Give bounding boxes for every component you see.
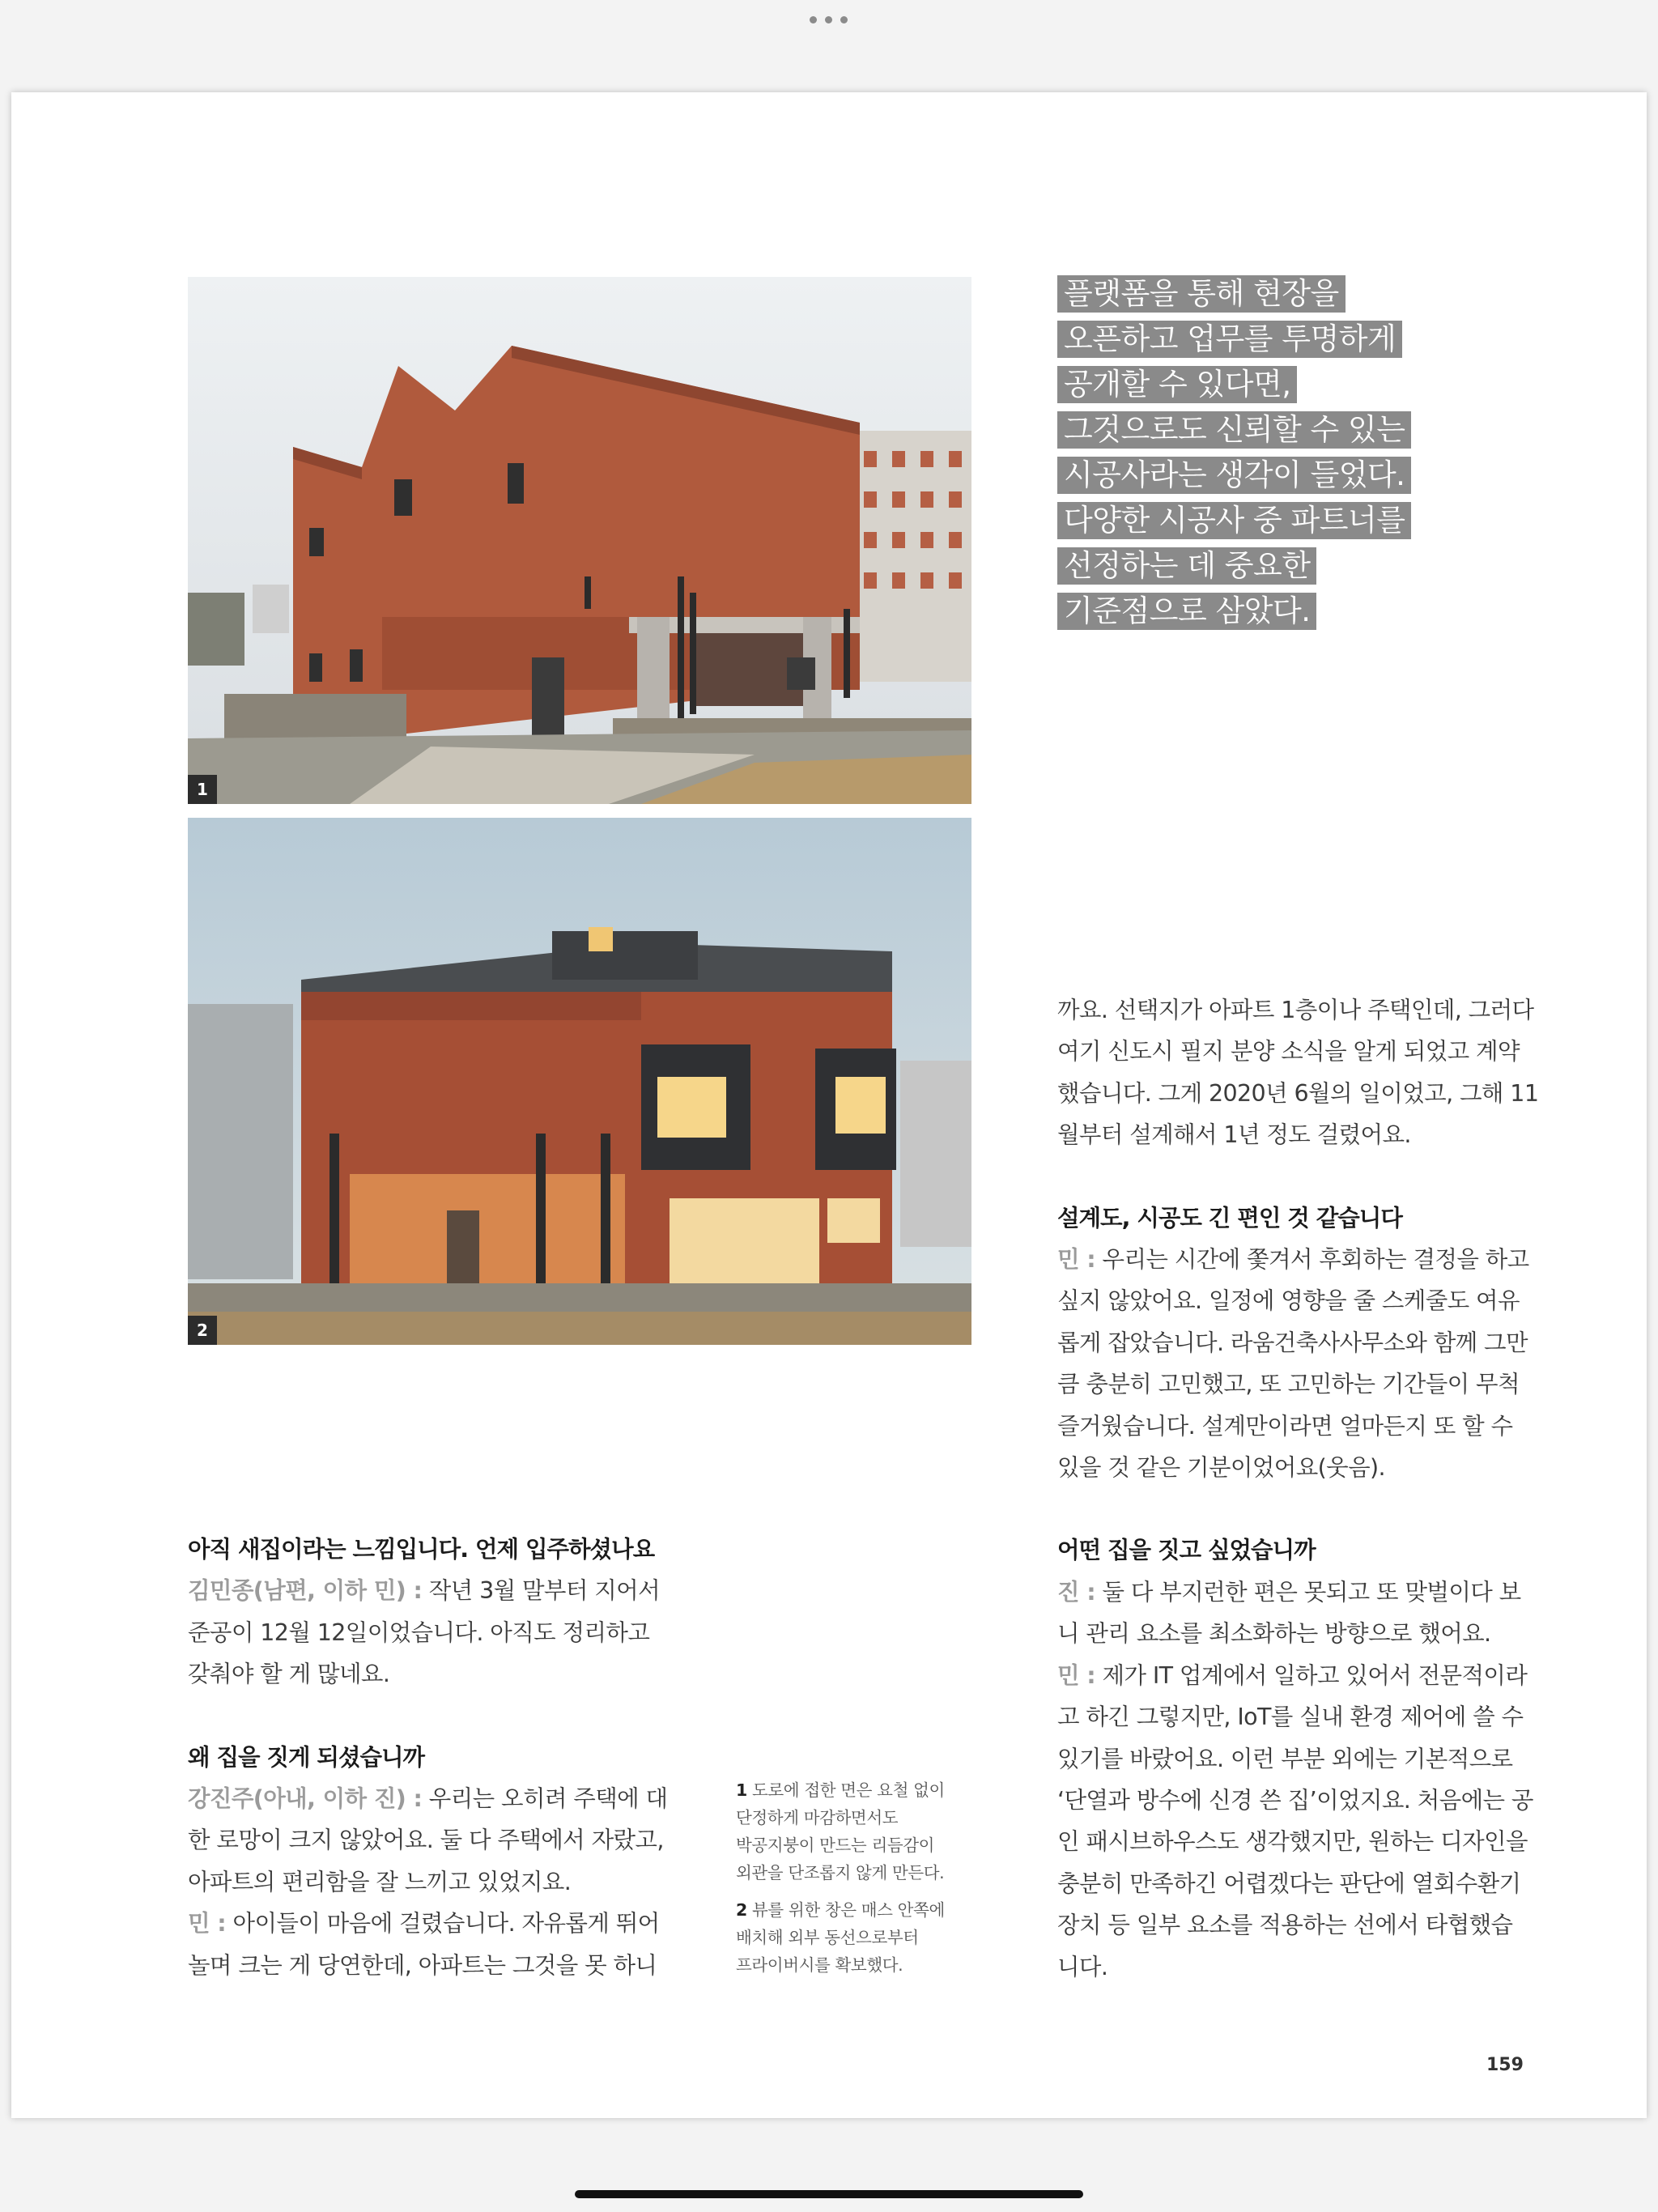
body-line: 아파트의 편리함을 잘 느끼고 있었지요. <box>188 1868 572 1895</box>
pull-quote-line: 선정하는 데 중요한 <box>1057 547 1316 585</box>
body-line: 인 패시브하우스도 생각했지만, 원하는 디자인을 <box>1057 1828 1528 1856</box>
interview-question: 설계도, 시공도 긴 편인 것 같습니다 <box>1057 1204 1402 1231</box>
pull-quote-line: 기준점으로 삼았다. <box>1057 593 1316 630</box>
magazine-page <box>11 92 1647 2118</box>
photo-captions <box>736 1776 971 1989</box>
caption-number: 2 <box>736 1900 747 1920</box>
body-line: 큼 충분히 고민했고, 또 고민하는 기간들이 무척 <box>1057 1371 1520 1398</box>
body-line: 즐거웠습니다. 설계만이라면 얼마든지 또 할 수 <box>1057 1412 1513 1440</box>
pull-quote-line: 공개할 수 있다면, <box>1057 366 1297 403</box>
pull-quote-line: 다양한 시공사 중 파트너를 <box>1057 502 1411 539</box>
more-options-icon[interactable] <box>810 13 848 24</box>
pull-quote-line: 그것으로도 신뢰할 수 있는 <box>1057 411 1411 449</box>
photo-1-number: 1 <box>188 775 217 804</box>
body-line: 준공이 12월 12일이었습니다. 아직도 정리하고 <box>188 1619 650 1646</box>
answer-line: 진 : 둘 다 부지런한 편은 못되고 또 맞벌이다 보 <box>1057 1578 1521 1606</box>
answer-line: 민 : 제가 IT 업계에서 일하고 있어서 전문적이라 <box>1057 1661 1528 1689</box>
caption-number: 1 <box>736 1780 747 1800</box>
page-number: 159 <box>1486 2055 1524 2075</box>
body-line: 고 하긴 그렇지만, IoT를 실내 환경 제어에 쓸 수 <box>1057 1704 1524 1731</box>
body-line: 놀며 크는 게 당연한데, 아파트는 그것을 못 하니 <box>188 1951 657 1979</box>
house-photo-1 <box>188 277 971 804</box>
speaker-label: 민 : <box>1057 1661 1096 1689</box>
body-line: 월부터 설계해서 1년 정도 걸렸어요. <box>1057 1121 1411 1149</box>
photo-2-number: 2 <box>188 1316 217 1345</box>
body-line: ‘단열과 방수에 신경 쓴 집’이었지요. 처음에는 공 <box>1057 1786 1533 1814</box>
body-line: 한 로망이 크지 않았어요. 둘 다 주택에서 자랐고, <box>188 1827 664 1854</box>
left-column-text <box>188 1529 674 1986</box>
answer-line: 강진주(아내, 이하 진) : 우리는 오히려 주택에 대 <box>188 1785 668 1813</box>
speaker-label: 민 : <box>1057 1246 1096 1274</box>
speaker-label: 진 : <box>1057 1578 1096 1606</box>
body-line: 니다. <box>1057 1953 1108 1980</box>
body-line: 갖춰야 할 게 많네요. <box>188 1661 390 1688</box>
body-line: 여기 신도시 필지 분양 소식을 알게 되었고 계약 <box>1057 1038 1520 1066</box>
body-line: 싶지 않았어요. 일정에 영향을 줄 스케줄도 여유 <box>1057 1287 1520 1315</box>
answer-line: 김민종(남편, 이하 민) : 작년 3월 말부터 지어서 <box>188 1577 661 1605</box>
interview-question: 왜 집을 짓게 되셨습니까 <box>188 1743 425 1771</box>
body-line: 니 관리 요소를 최소화하는 방향으로 했어요. <box>1057 1620 1491 1648</box>
body-line: 있을 것 같은 기분이었어요(웃음). <box>1057 1454 1385 1482</box>
pull-quote-line: 시공사라는 생각이 들었다. <box>1057 457 1411 494</box>
pull-quote-line: 플랫폼을 통해 현장을 <box>1057 275 1346 313</box>
body-line: 장치 등 일부 요소를 적용하는 선에서 타협했습 <box>1057 1912 1513 1939</box>
home-indicator[interactable] <box>575 2190 1083 2198</box>
pull-quote-line: 오픈하고 업무를 투명하게 <box>1057 321 1402 358</box>
caption-1: 1 도로에 접한 면은 요철 없이 단정하게 마감하면서도 박공지붕이 만드는 리듬감이 외관을 단조롭지 않게 만든다. <box>736 1780 945 1882</box>
body-line: 까요. 선택지가 아파트 1층이나 주택인데, 그러다 <box>1057 997 1534 1023</box>
house-exterior-gable-image <box>188 277 971 804</box>
house-photo-2 <box>188 818 971 1345</box>
body-line: 롭게 잡았습니다. 라움건축사사무소와 함께 그만 <box>1057 1329 1528 1356</box>
speaker-label: 김민종(남편, 이하 민) : <box>188 1577 423 1605</box>
speaker-label: 민 : <box>188 1910 227 1938</box>
body-line: 했습니다. 그게 2020년 6월의 일이었고, 그해 11 <box>1057 1079 1539 1107</box>
right-column-text <box>1057 989 1543 1988</box>
house-exterior-evening-image <box>188 818 971 1345</box>
interview-question: 아직 새집이라는 느낌입니다. 언제 입주하셨나요 <box>188 1536 655 1563</box>
answer-line: 민 : 우리는 시간에 쫓겨서 후회하는 결정을 하고 <box>1057 1246 1529 1274</box>
body-line: 충분히 만족하긴 어렵겠다는 판단에 열회수환기 <box>1057 1870 1521 1897</box>
caption-2: 2 뷰를 위한 창은 매스 안쪽에 배치해 외부 동선으로부터 프라이버시를 확보했다. <box>736 1900 945 1975</box>
interview-question: 어떤 집을 짓고 싶었습니까 <box>1057 1537 1316 1564</box>
speaker-label: 강진주(아내, 이하 진) : <box>188 1785 423 1813</box>
answer-line: 민 : 아이들이 마음에 걸렸습니다. 자유롭게 뛰어 <box>188 1910 660 1938</box>
body-line: 있기를 바랐어요. 이런 부분 외에는 기본적으로 <box>1057 1745 1513 1772</box>
pull-quote <box>1057 275 1478 638</box>
